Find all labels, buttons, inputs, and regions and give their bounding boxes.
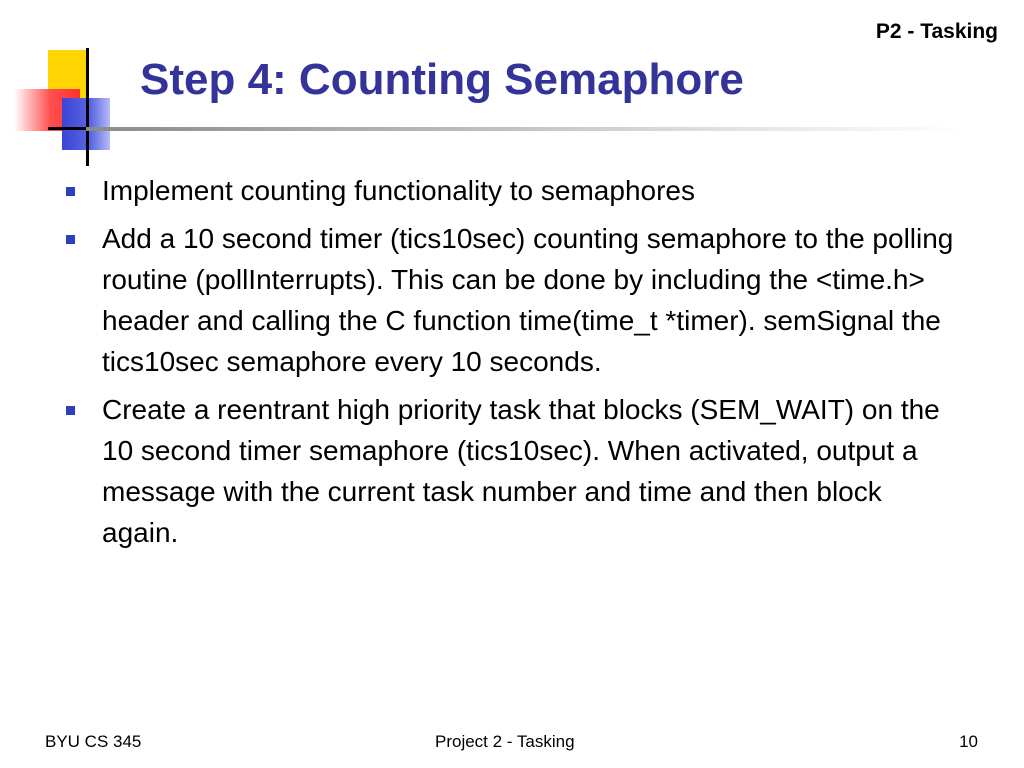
square-bullet-icon: [66, 406, 75, 415]
bullet-item: [62, 170, 962, 211]
title-divider: [86, 127, 966, 131]
logo-vertical-line: [86, 48, 89, 166]
bullet-text: Implement counting functionality to semaphores: [102, 175, 695, 206]
footer-project: Project 2 - Tasking: [435, 732, 575, 751]
bullet-item: [62, 218, 962, 382]
slide-logo-decoration: [0, 0, 150, 175]
header-tag: P2 - Tasking: [875, 20, 998, 43]
square-bullet-icon: [66, 187, 75, 196]
bullet-text: Create a reentrant high priority task that blocks (SEM_WAIT) on the 10 second timer semaphore (tics10sec). When activated, output a message with the current task number and time and then block again.: [102, 394, 940, 548]
footer-page-number: 10: [959, 732, 978, 751]
footer-course: BYU CS 345: [45, 732, 142, 751]
square-bullet-icon: [66, 235, 75, 244]
bullet-list: [62, 170, 962, 560]
bullet-item: [62, 389, 962, 553]
bullet-text: Add a 10 second timer (tics10sec) counting semaphore to the polling routine (pollInterrupts). This can be done by including the <time.h> header and calling the C function time(time_t *timer). semSignal the tics10sec semaphore every 10 seconds.: [102, 223, 954, 377]
slide-title: Step 4: Counting Semaphore: [140, 55, 744, 104]
